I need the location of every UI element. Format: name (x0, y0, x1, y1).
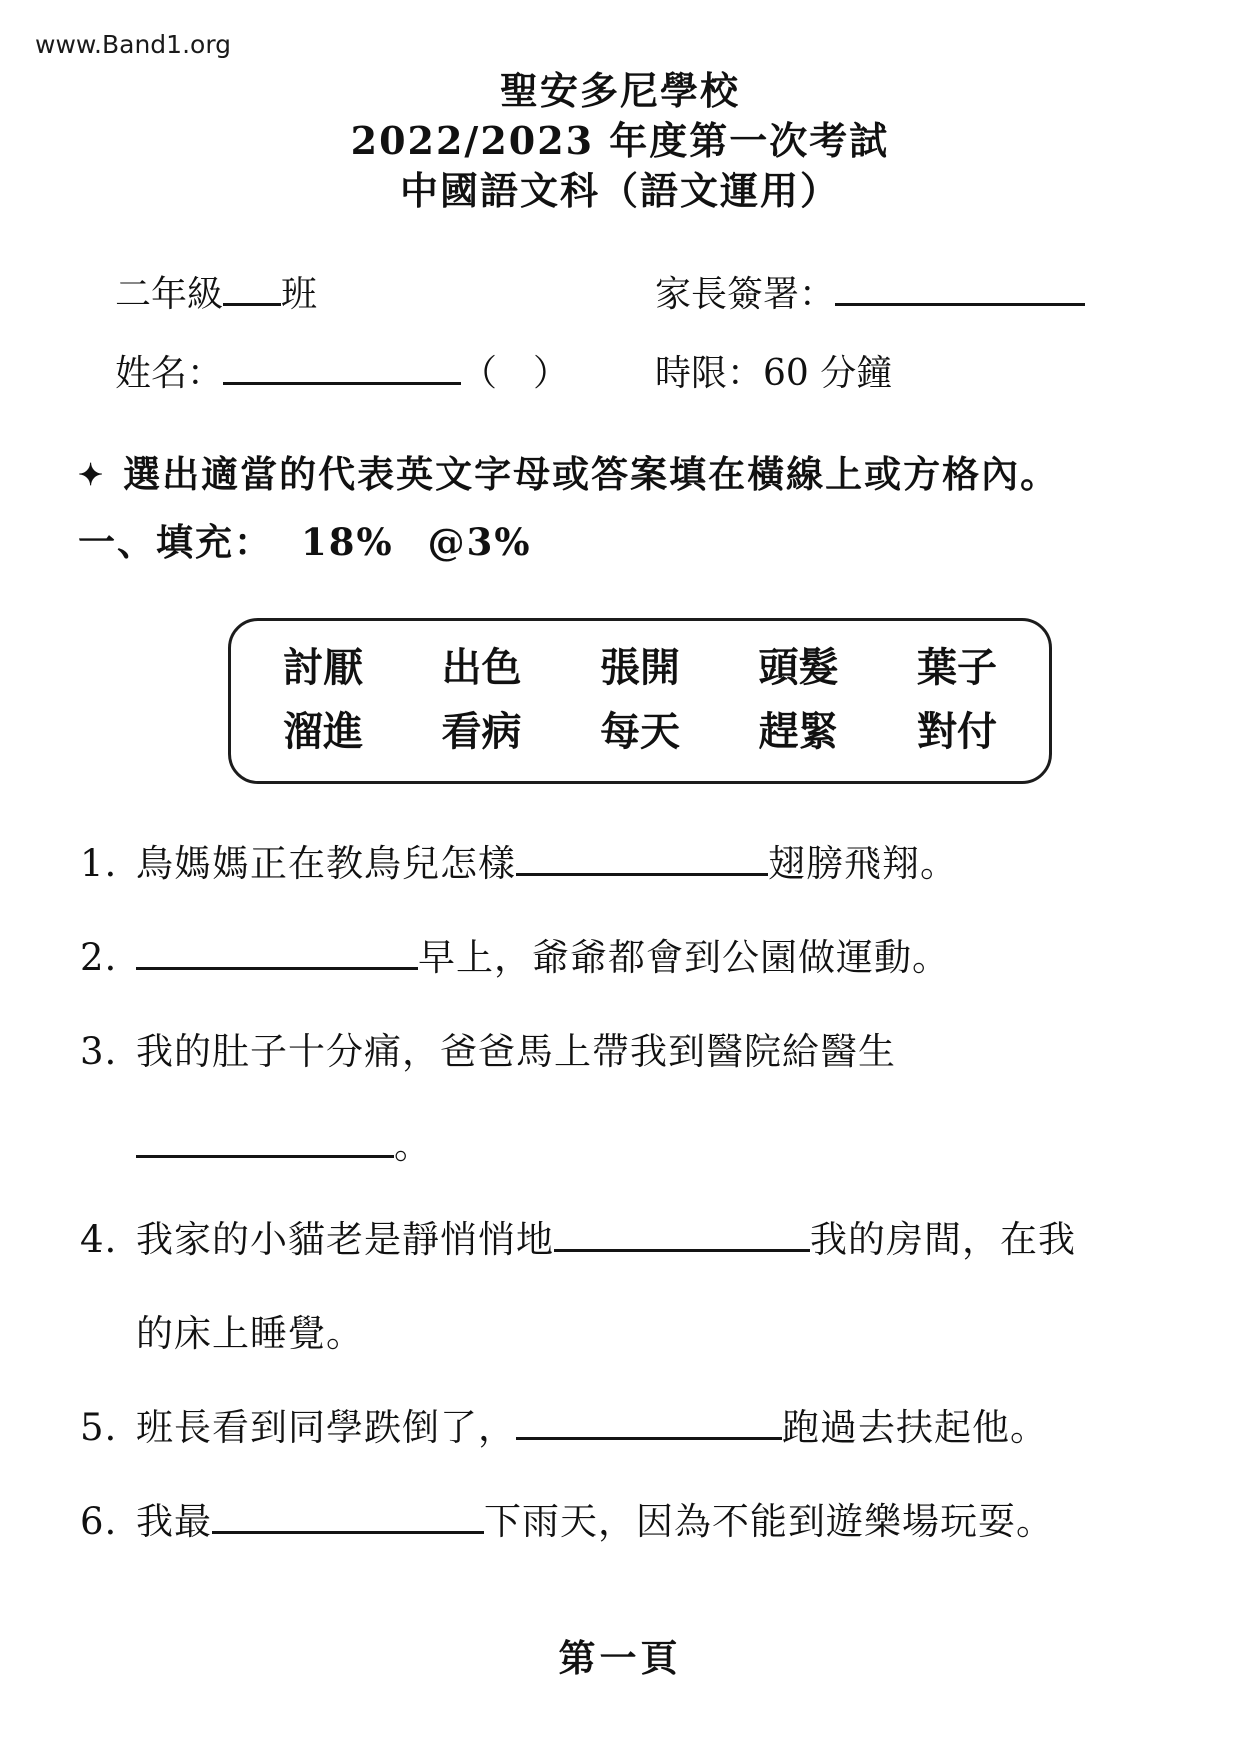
exam-title: 2022/2023 年度第一次考試 (350, 118, 890, 163)
subject-title: 中國語文科（語文運用） (399, 168, 840, 213)
word-bank-row-2 (283, 709, 997, 755)
question-text: 的床上睡覺。 (136, 1312, 364, 1355)
parent-sign-blank-line (835, 303, 1085, 306)
question-text: 我的房間，在我 (810, 1218, 1076, 1261)
question-4 (80, 1218, 1190, 1262)
question-text: 。 (394, 1124, 432, 1167)
word-item: 出色 (441, 644, 522, 691)
question-text: 我家的小貓老是靜悄悄地 (136, 1218, 554, 1261)
question-2 (80, 936, 1190, 980)
question-text: 早上，爺爺都會到公園做運動。 (418, 936, 950, 979)
class-suffix-label: 班 (281, 274, 318, 315)
question-3-continuation (80, 1124, 1190, 1168)
answer-blank-line (516, 873, 768, 876)
class-field (115, 266, 655, 317)
question-text: 跑過去扶起他。 (782, 1406, 1048, 1449)
question-6 (80, 1500, 1190, 1544)
question-3 (80, 1030, 1190, 1074)
question-number: 1. (80, 842, 118, 885)
answer-blank-line (554, 1249, 810, 1252)
question-number: 4. (80, 1218, 118, 1261)
word-item: 討厭 (283, 644, 363, 691)
word-item: 趕緊 (758, 708, 839, 755)
fill-in-questions (80, 842, 1190, 1544)
school-name: 聖安多尼學校 (499, 68, 740, 113)
word-item: 頭髮 (758, 644, 839, 691)
answer-blank-line (136, 1155, 394, 1158)
star-bullet-icon: ✦ (78, 458, 106, 493)
parent-sign-label: 家長簽署： (655, 274, 836, 315)
class-blank-line (223, 303, 281, 306)
question-number: 3. (80, 1030, 118, 1073)
word-item: 溜進 (283, 708, 363, 755)
question-1 (80, 842, 1190, 886)
question-4-continuation (80, 1312, 1190, 1356)
word-bank-box (228, 618, 1052, 784)
time-limit-label: 時限：60 分鐘 (655, 353, 893, 394)
word-item: 每天 (600, 708, 680, 755)
info-row-2 (115, 345, 1180, 396)
class-prefix-label: 二年級 (115, 274, 224, 315)
section-total-marks: 18% (301, 520, 394, 564)
student-info-section (115, 266, 1180, 396)
info-row-1 (115, 266, 1180, 317)
word-item: 張開 (600, 644, 680, 691)
question-text: 我的肚子十分痛，爸爸馬上帶我到醫院給醫生 (136, 1030, 896, 1073)
general-instruction (78, 444, 1185, 498)
section-label: 一、填充： (78, 520, 273, 564)
answer-blank-line (136, 967, 418, 970)
name-label: 姓名： (115, 353, 224, 394)
question-text: 鳥媽媽正在教鳥兒怎樣 (136, 842, 516, 885)
name-paren: （ ） (461, 353, 570, 394)
page-number: 第一頁 (558, 1636, 682, 1680)
answer-blank-line (516, 1437, 782, 1440)
question-5 (80, 1406, 1190, 1450)
answer-blank-line (212, 1531, 484, 1534)
name-field (115, 345, 655, 396)
name-blank-line (223, 382, 461, 385)
question-text: 翅膀飛翔。 (768, 842, 958, 885)
question-number: 2. (80, 936, 118, 979)
question-number: 5. (80, 1406, 118, 1449)
word-item: 葉子 (917, 644, 997, 691)
section-per-item-marks: @3% (427, 520, 532, 564)
instruction-text: 選出適當的代表英文字母或答案填在橫線上或方格內。 (123, 452, 1060, 496)
question-number: 6. (80, 1500, 118, 1543)
word-bank-row-1 (283, 645, 997, 691)
word-item: 看病 (441, 708, 522, 755)
section-heading (78, 512, 1240, 566)
question-text: 班長看到同學跌倒了， (136, 1406, 516, 1449)
site-watermark: www.Band1.org (35, 30, 232, 59)
question-text: 我最 (136, 1500, 212, 1543)
time-limit-field (655, 345, 1180, 396)
parent-sign-field (655, 266, 1180, 317)
question-text: 下雨天，因為不能到遊樂場玩耍。 (484, 1500, 1054, 1543)
word-item: 對付 (917, 708, 997, 755)
